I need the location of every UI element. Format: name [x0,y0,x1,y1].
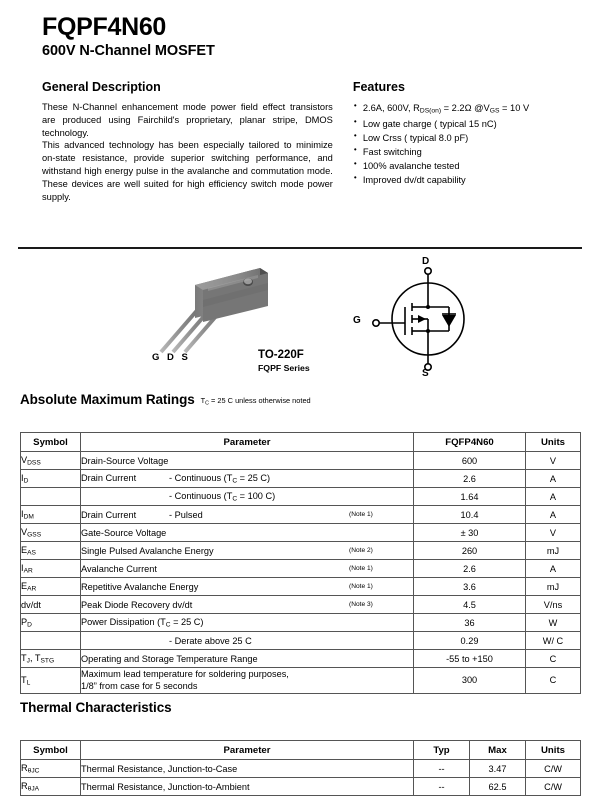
symbol-drain-label: D [422,256,430,267]
cell-symbol: $I_{AR}$ [21,560,81,578]
cell-symbol: $T_J$, $T_{STG}$ [21,650,81,668]
feature-item: • Low Crss ( typical 8.0 pF) [353,131,562,145]
cell-unit: mJ [526,542,581,560]
feature-item: • Low gate charge ( typical 15 nC) [353,117,562,131]
cell-parameter [81,578,414,596]
cell-parameter: Thermal Resistance, Junction-to-Case [81,760,414,778]
thermal-title-text: Thermal Characteristics [20,700,172,715]
cell-unit: A [526,470,581,488]
table-row [21,650,581,668]
column-header-units: Units [526,741,581,760]
table-row [21,668,581,694]
cell-value: 600 [414,452,526,470]
cell-unit: V [526,524,581,542]
features-list [353,101,562,187]
feature-item: • 100% avalanche tested [353,159,562,173]
absolute-maximum-ratings-heading [20,392,311,407]
cell-value: 300 [414,668,526,694]
n-channel-mosfet-symbol-icon [348,255,508,383]
general-description-heading: General Description [42,80,161,94]
cell-unit: W/ C [526,632,581,650]
parameter-name: Single Pulsed Avalanche Energy [81,545,214,556]
parameter-name: Peak Diode Recovery dv/dt [81,599,193,610]
table-row [21,470,581,488]
table-row [21,614,581,632]
cell-symbol: $V_{DSS}$ [21,452,81,470]
cell-symbol: dv/dt [21,596,81,614]
amr-condition-note: $T_C = 25$ C unless otherwise noted [200,396,311,407]
table-row [21,596,581,614]
table-header-row [21,433,581,452]
parameter-name: Operating and Storage Temperature Range [81,653,258,664]
cell-unit: V [526,452,581,470]
cell-value: 10.4 [414,506,526,524]
parameter-condition: - Continuous ($T_C = 25$ C) [169,472,271,485]
cell-unit: A [526,506,581,524]
cell-value: ± 30 [414,524,526,542]
cell-unit: A [526,488,581,506]
column-header-units: Units [526,433,581,452]
feature-item: • Improved dv/dt capability [353,173,562,187]
column-header-max: Max [470,741,526,760]
general-description-paragraph-2: This advanced technology has been especially tailored to minimize on-state resistance, provide superior switching performance, and withstand high energy pulse in the avalanche and commutation mode. These devices are well suited for high efficiency switch mode power supply. [42,140,333,202]
thermal-characteristics-heading [20,700,172,715]
cell-parameter [81,542,414,560]
cell-unit: W [526,614,581,632]
table-row [21,560,581,578]
package-series-label: FQPF Series [258,363,310,373]
cell-value: -55 to +150 [414,650,526,668]
cell-typ: -- [414,760,470,778]
column-header-typ: Typ [414,741,470,760]
table-row [21,452,581,470]
parameter-note: (Note 1) [349,565,373,572]
graphics-band [0,255,600,385]
thermal-characteristics-table [20,740,581,796]
cell-value: 2.6 [414,560,526,578]
parameter-condition: - Pulsed [169,509,203,520]
column-header-parameter: Parameter [81,741,414,760]
table-row [21,578,581,596]
cell-value: 2.6 [414,470,526,488]
cell-parameter [81,560,414,578]
part-number-title: FQPF4N60 [42,13,167,41]
cell-value: 3.6 [414,578,526,596]
cell-symbol: $E_{AR}$ [21,578,81,596]
parameter-condition: - Continuous ($T_C = 100$ C) [169,490,276,503]
cell-unit: mJ [526,578,581,596]
table-row [21,542,581,560]
cell-symbol: $I_{DM}$ [21,506,81,524]
parameter-name: Power Dissipation ($T_C = 25$ C) [81,616,204,629]
cell-unit: V/ns [526,596,581,614]
parameter-note: (Note 1) [349,511,373,518]
table-row [21,488,581,506]
parameter-name: Gate-Source Voltage [81,527,167,538]
cell-symbol: $T_L$ [21,668,81,694]
symbol-gate-label: G [353,315,361,326]
cell-max: 3.47 [470,760,526,778]
parameter-name: Drain Current [81,473,137,484]
features-column [353,80,562,204]
cell-max: 62.5 [470,778,526,796]
thermal-characteristics-body [21,760,581,796]
horizontal-divider [18,247,582,249]
cell-unit: C [526,668,581,694]
intro-section [42,80,562,204]
cell-value: 1.64 [414,488,526,506]
package-name-label: TO-220F [258,349,304,361]
features-heading: Features [352,80,405,94]
cell-value: 4.5 [414,596,526,614]
cell-symbol [21,632,81,650]
parameter-note: (Note 1) [349,583,373,590]
cell-symbol: $I_D$ [21,470,81,488]
absolute-maximum-ratings-body [21,452,581,694]
mosfet-schematic-symbol [348,255,508,383]
table-header-row [21,741,581,760]
cell-parameter [81,524,414,542]
table-row [21,778,581,796]
cell-unit: A [526,560,581,578]
absolute-maximum-ratings-table [20,432,581,694]
cell-symbol: $E_{AS}$ [21,542,81,560]
package-pin-labels: G D S [152,352,191,363]
document-header [42,14,215,59]
cell-parameter [81,470,414,488]
cell-parameter [81,596,414,614]
table-row [21,760,581,778]
cell-symbol [21,488,81,506]
cell-parameter: Thermal Resistance, Junction-to-Ambient [81,778,414,796]
cell-value: 36 [414,614,526,632]
cell-symbol: $R_{\theta JC}$ [21,760,81,778]
feature-item: • Fast switching [353,145,562,159]
cell-parameter [81,614,414,632]
parameter-note: (Note 2) [349,547,373,554]
cell-parameter [81,488,414,506]
part-subtitle: 600V N-Channel MOSFET [42,43,215,60]
general-description-column [42,80,333,204]
feature-item: • 2.6A, 600V, $R_{DS(on)} = 2.2\Omega$ $@V_{GS} = 10$ V [353,101,562,117]
amr-title-text: Absolute Maximum Ratings [20,392,195,407]
cell-symbol: $R_{\theta JA}$ [21,778,81,796]
table-row [21,632,581,650]
symbol-source-label: S [422,368,429,379]
cell-parameter [81,452,414,470]
column-header-symbol: Symbol [21,741,81,760]
cell-symbol: $P_D$ [21,614,81,632]
parameter-name: Drain Current [81,509,137,520]
table-row [21,506,581,524]
cell-symbol: $V_{GSS}$ [21,524,81,542]
cell-unit: C/W [526,778,581,796]
table-row [21,524,581,542]
parameter-name: Avalanche Current [81,563,157,574]
parameter-name: Drain-Source Voltage [81,455,169,466]
cell-parameter [81,632,414,650]
parameter-condition: - Derate above 25 C [169,635,252,646]
column-header-parameter: Parameter [81,433,414,452]
cell-value: 0.29 [414,632,526,650]
package-drawing [140,260,330,380]
cell-unit: C/W [526,760,581,778]
parameter-name: Repetitive Avalanche Energy [81,581,199,592]
cell-parameter [81,506,414,524]
cell-parameter: Maximum lead temperature for soldering purposes, 1/8” from case for 5 seconds [81,668,414,694]
column-header-symbol: Symbol [21,433,81,452]
parameter-note: (Note 3) [349,601,373,608]
cell-value: 260 [414,542,526,560]
general-description-paragraph-1: These N-Channel enhancement mode power field effect transistors are produced using Fairchild's proprietary, planar stripe, DMOS technology. [42,102,333,138]
cell-typ: -- [414,778,470,796]
column-header-device: FQFP4N60 [414,433,526,452]
cell-unit: C [526,650,581,668]
cell-parameter [81,650,414,668]
